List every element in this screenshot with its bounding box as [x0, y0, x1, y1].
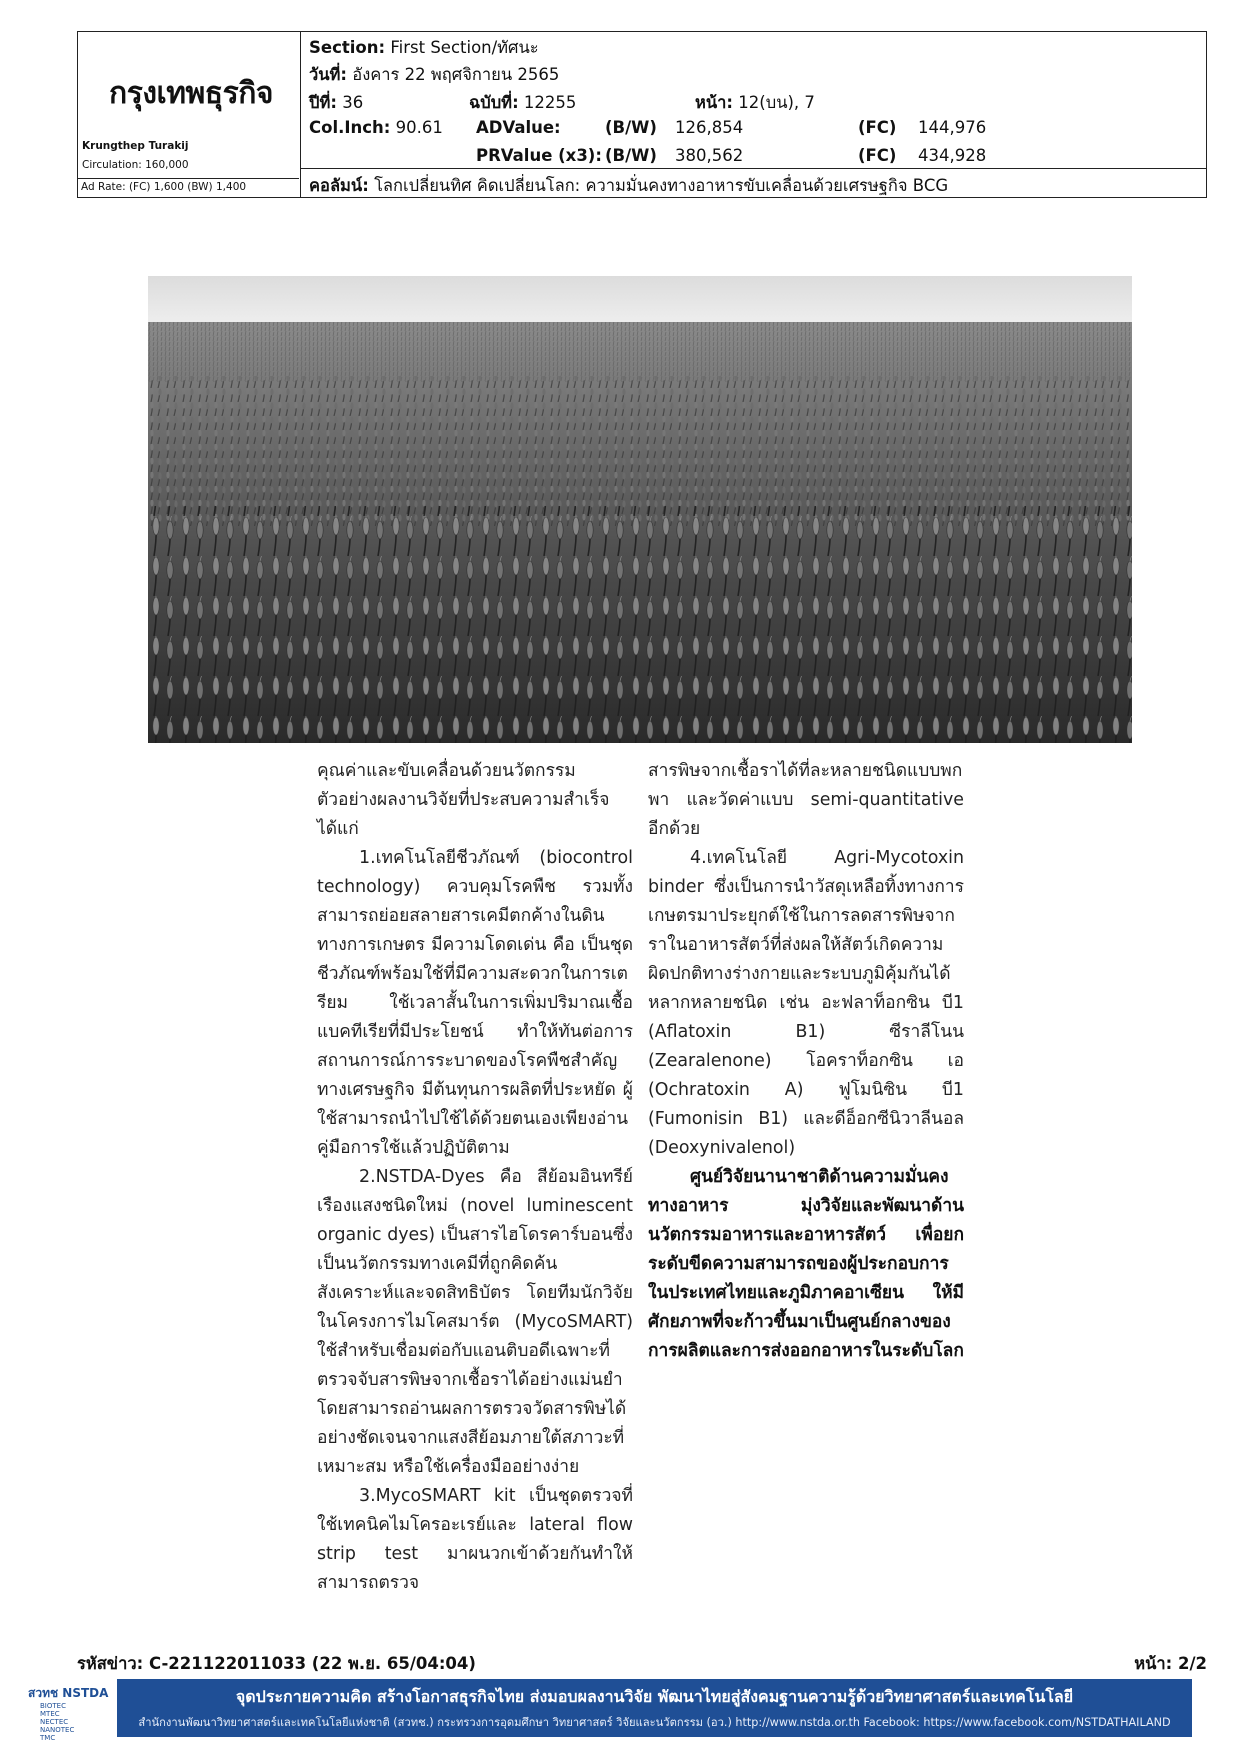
page-label: หน้า:	[695, 93, 734, 112]
year-label: ปีที่:	[309, 93, 337, 112]
issue-field	[469, 90, 576, 116]
column-value: โลกเปลี่ยนทิศ คิดเปลี่ยนโลก: ความมั่นคงทางอาหารขับเคลื่อนด้วยเศรษฐกิจ BCG	[374, 176, 949, 195]
page-field	[695, 90, 815, 116]
paragraph: 4.เทคโนโลยี Agri-Mycotoxin binder ซึ่งเป็นการนำวัสดุเหลือทิ้งทางการเกษตรมาประยุกต์ใช้ในการลดสารพิษจากราในอาหารสัตว์ที่ส่งผลให้สัตว์เกิดความผิดปกติทางร่างกายและระบบภูมิคุ้มกันได้หลากหลายชนิด เช่น อะฟลาท็อกซิน บี1 (Aflatoxin B1) ซีราลีโนน (Zearalenone) โอคราท็อกซิน เอ (Ochratoxin A) ฟูโมนิซิน บี1 (Fumonisin B1) และดีอ็อกซีนิวาลีนอล (Deoxynivalenol)	[648, 848, 964, 1158]
colinch-field	[309, 118, 443, 137]
paragraph: 2.NSTDA-Dyes คือ สีย้อมอินทรีย์เรืองแสงชนิดใหม่ (novel luminescent organic dyes) เป็นสารไฮโดรคาร์บอนซึ่งเป็นนวัตกรรมทางเคมีที่ถูกคิดค้น สังเคราะห์และจดสิทธิบัตร โดยทีมนักวิจัยในโครงการไมโคสมาร์ต (MycoSMART) ใช้สำหรับเชื่อมต่อกับแอนติบอดีเฉพาะที่ตรวจจับสารพิษจากเชื้อราได้อย่างแม่นยำ โดยสามารถอ่านผลการตรวจวัดสารพิษได้อย่างชัดเจนจากแสงสีย้อมภายใต้สภาวะที่เหมาะสม หรือใช้เครื่องมืออย่างง่าย	[317, 1167, 633, 1477]
prvalue-bw: 380,562	[675, 146, 744, 165]
paragraph: สารพิษจากเชื้อราได้ที่ละหลายชนิดแบบพกพา และวัดค่าแบบ semi-quantitative อีกด้วย	[648, 761, 964, 839]
advalue-label: ADValue:	[476, 118, 561, 137]
clipping-header	[77, 31, 1207, 198]
section-label: Section:	[309, 38, 386, 57]
column-line	[309, 173, 948, 199]
nstda-logo-text: สวทช NSTDA	[28, 1686, 109, 1700]
article-column-2	[648, 757, 964, 1366]
footer-slogan: จุดประกายความคิด สร้างโอกาสธุรกิจไทย ส่งมอบผลงานวิจัย พัฒนาไทยสู่สังคมฐานความรู้ด้วยวิทยาศาสตร์และเทคโนโลยี	[235, 1687, 1074, 1706]
article-column-1	[317, 757, 633, 1598]
date-line	[309, 62, 559, 88]
paragraph: 3.MycoSMART kit เป็นชุดตรวจที่ใช้เทคนิคไมโครอะเรย์และ lateral flow strip test มาผนวกเข้าด้วยกันทำให้สามารถตรวจ	[317, 1486, 633, 1593]
ad-rate: Ad Rate: (FC) 1,600 (BW) 1,400	[78, 178, 299, 193]
wheat-field-photo	[148, 276, 1132, 743]
page-number: หน้า: 2/2	[1134, 1654, 1207, 1673]
advalue-bw: 126,854	[675, 118, 744, 137]
prvalue-label: PRValue (x3):	[476, 146, 602, 165]
nstda-sub-label: MTEC	[40, 1710, 60, 1718]
nstda-sub-label: BIOTEC	[40, 1702, 66, 1710]
publication-logo: กรุงเทพธุรกิจ	[109, 76, 273, 111]
date-value: อังคาร 22 พฤศจิกายน 2565	[352, 65, 560, 84]
paragraph: 1.เทคโนโลยีชีวภัณฑ์ (biocontrol technology) ควบคุมโรคพืช รวมทั้งสามารถย่อยสลายสารเคมีตกค้างในดินทางการเกษตร มีความโดดเด่น คือ เป็นชุดชีวภัณฑ์พร้อมใช้ที่มีความสะดวกในการเตรียม ใช้เวลาสั้นในการเพิ่มปริมาณเชื้อแบคทีเรียที่มีประโยชน์ ทำให้ทันต่อการสถานการณ์การระบาดของโรคพืชสำคัญทางเศรษฐกิจ มีต้นทุนการผลิตที่ประหยัด ผู้ใช้สามารถนำไปใช้ได้ด้วยตนเองเพียงอ่านคู่มือการใช้แล้วปฏิบัติตาม	[317, 848, 633, 1158]
advalue-bw-label: (B/W)	[605, 118, 657, 137]
publication-name-en: Krungthep Turakij	[82, 140, 189, 152]
prvalue-bw-label: (B/W)	[605, 146, 657, 165]
footer-banner	[117, 1679, 1192, 1737]
footer-contact: สำนักงานพัฒนาวิทยาศาสตร์และเทคโนโลยีแห่งชาติ (สวทช.) กระทรวงการอุดมศึกษา วิทยาศาสตร์ วิจัยและนวัตกรรม (อว.) http://www.nstda.or.th Facebook: https://www.facebook.com/NSTDATHAILAND	[138, 1716, 1171, 1729]
circulation: Circulation: 160,000	[82, 159, 189, 171]
issue-label: ฉบับที่:	[469, 93, 519, 112]
column-label: คอลัมน์:	[309, 176, 369, 195]
closing-paragraph: ศูนย์วิจัยนานาชาติด้านความมั่นคงทางอาหาร มุ่งวิจัยและพัฒนาด้านนวัตกรรมอาหารและอาหารสัตว์ เพื่อยกระดับขีดความสามารถของผู้ประกอบการในประเทศไทยและภูมิภาคอาเซียน ให้มีศักยภาพที่จะก้าวขึ้นมาเป็นศูนย์กลางของการผลิตและการส่งออกอาหารในระดับโลก	[648, 1167, 964, 1361]
news-code: รหัสข่าว: C-221122011033 (22 พ.ย. 65/04:04)	[77, 1654, 476, 1673]
advalue-fc: 144,976	[918, 118, 987, 137]
section-line	[309, 35, 539, 61]
nstda-sub-label: TMC	[40, 1734, 56, 1742]
year-line	[309, 90, 363, 116]
prvalue-fc-label: (FC)	[858, 146, 897, 165]
date-label: วันที่:	[309, 65, 348, 84]
page-value: 12(บน), 7	[738, 93, 815, 112]
paragraph: คุณค่าและขับเคลื่อนด้วยนวัตกรรม ตัวอย่างผลงานวิจัยที่ประสบความสำเร็จ ได้แก่	[317, 761, 610, 839]
section-value: First Section/ทัศนะ	[390, 38, 539, 57]
header-divider	[301, 168, 1206, 169]
nstda-sub-label: NECTEC	[40, 1718, 69, 1726]
advalue-fc-label: (FC)	[858, 118, 897, 137]
colinch-label: Col.Inch:	[309, 118, 391, 137]
nstda-sub-label: NANOTEC	[40, 1726, 75, 1734]
publication-brand	[78, 32, 301, 197]
colinch-value: 90.61	[395, 118, 443, 137]
issue-value: 12255	[523, 93, 577, 112]
prvalue-fc: 434,928	[918, 146, 987, 165]
year-value: 36	[342, 93, 364, 112]
